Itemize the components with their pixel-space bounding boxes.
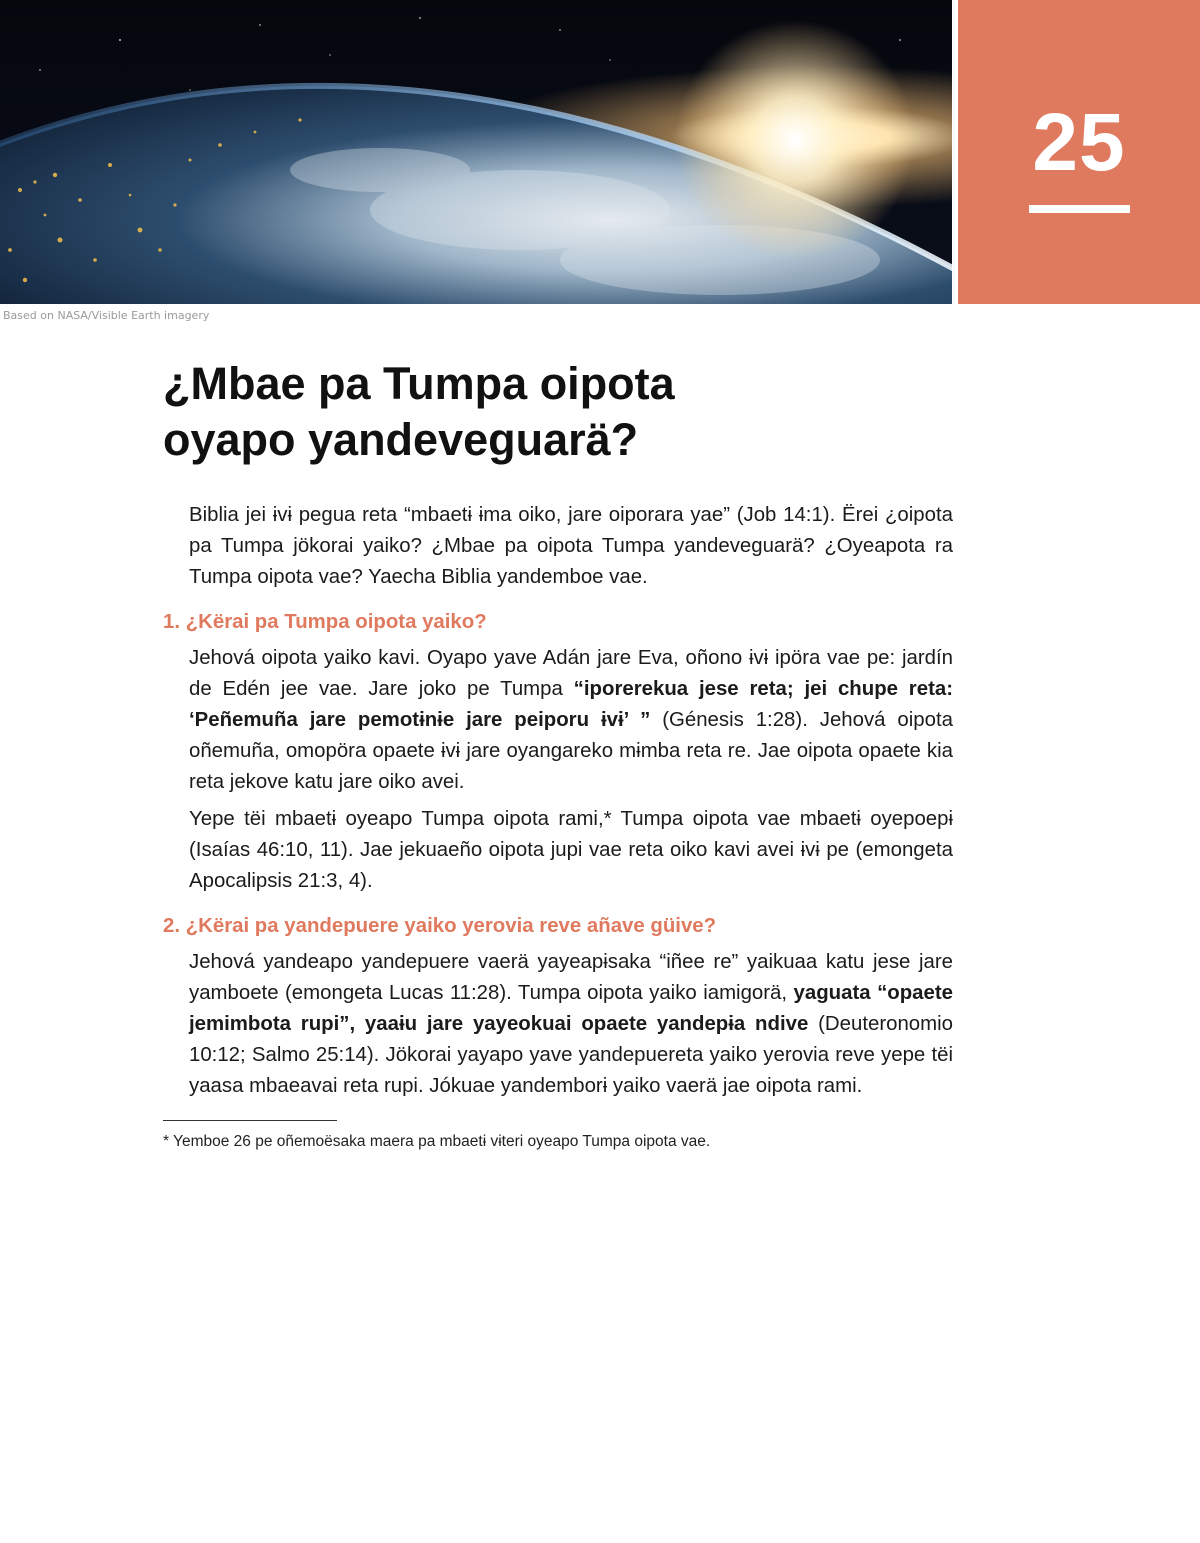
chapter-underline	[1029, 205, 1130, 213]
earth-from-space-illustration	[0, 0, 952, 304]
question-heading-2: 2. ¿Kërai pa yandepuere yaiko yerovia reve añave güive?	[163, 915, 717, 937]
section-1-paragraph-1	[189, 643, 953, 798]
page-title	[163, 356, 963, 468]
page-title-line-2: oyapo yandeveguarä?	[163, 414, 639, 465]
lesson-content	[163, 500, 953, 1153]
section-1-text-a: Jehová oipota yaiko kavi. Oyapo yave Adán jare Eva, oñono ɨvɨ ipöra vae pe: jardín de Edén jee vae. Jare joko pe Tumpa	[189, 647, 953, 700]
section-1-bold-quote: “iporerekua jese reta; jei chupe reta: ‘Peñemuña jare pemotɨnɨe jare peiporu ɨvɨ’ ”	[189, 678, 953, 731]
section-1-paragraph-2: Yepe tëi mbaetɨ oyeapo Tumpa oipota rami,* Tumpa oipota vae mbaetɨ oyepoepɨ (Isaías 46:10, 11). Jae jekuaeño oipota jupi vae reta oiko kavi avei ɨvɨ pe (emongeta Apocalipsis 21:3, 4).	[189, 808, 953, 892]
footnote: * Yemboe 26 pe oñemoësaka maera pa mbaetɨ vɨteri oyeapo Tumpa oipota vae.	[163, 1133, 711, 1150]
section-1-text-c: (Génesis 1:28). Jehová oipota oñemuña, omopöra opaete ɨvɨ jare oyangareko mɨmba reta re. Jae oipota opaete kia reta jekove katu jare oiko avei.	[189, 709, 953, 793]
section-2-bold-quote: yaguata “opaete jemimbota rupi”, yaaɨu jare yayeokuai opaete yandepɨa ndive	[189, 982, 953, 1035]
question-heading-1: 1. ¿Kërai pa Tumpa oipota yaiko?	[163, 611, 487, 633]
chapter-number: 25	[1032, 97, 1126, 188]
section-2-text-a: Jehová yandeapo yandepuere vaerä yayeapɨsaka “iñee re” yaikuaa katu jese jare yamboete (emongeta Lucas 11:28). Tumpa oipota yaiko iamigorä,	[189, 951, 953, 1004]
section-2-paragraph-1	[189, 947, 953, 1102]
hero-earth-image	[0, 0, 952, 304]
chapter-badge	[958, 0, 1200, 304]
section-2-text-c: (Deuteronomio 10:12; Salmo 25:14). Jökorai yayapo yave yandepuereta yaiko yerovia reve yepe tëi yaasa mbaeavai reta rupi. Jókuae yandemborɨ yaiko vaerä jae oipota rami.	[189, 1013, 953, 1097]
intro-paragraph: Biblia jei ɨvɨ pegua reta “mbaetɨ ɨma oiko, jare oiporara yae” (Job 14:1). Ërei ¿oipota pa Tumpa jökorai yaiko? ¿Mbae pa oipota Tumpa yandeveguarä? ¿Oyeapota ra Tumpa oipota vae? Yaecha Biblia yandemboe vae.	[189, 504, 953, 588]
footnote-divider	[163, 1120, 337, 1121]
image-credit: Based on NASA/Visible Earth imagery	[3, 309, 210, 322]
page-title-line-1: ¿Mbae pa Tumpa oipota	[163, 358, 675, 409]
